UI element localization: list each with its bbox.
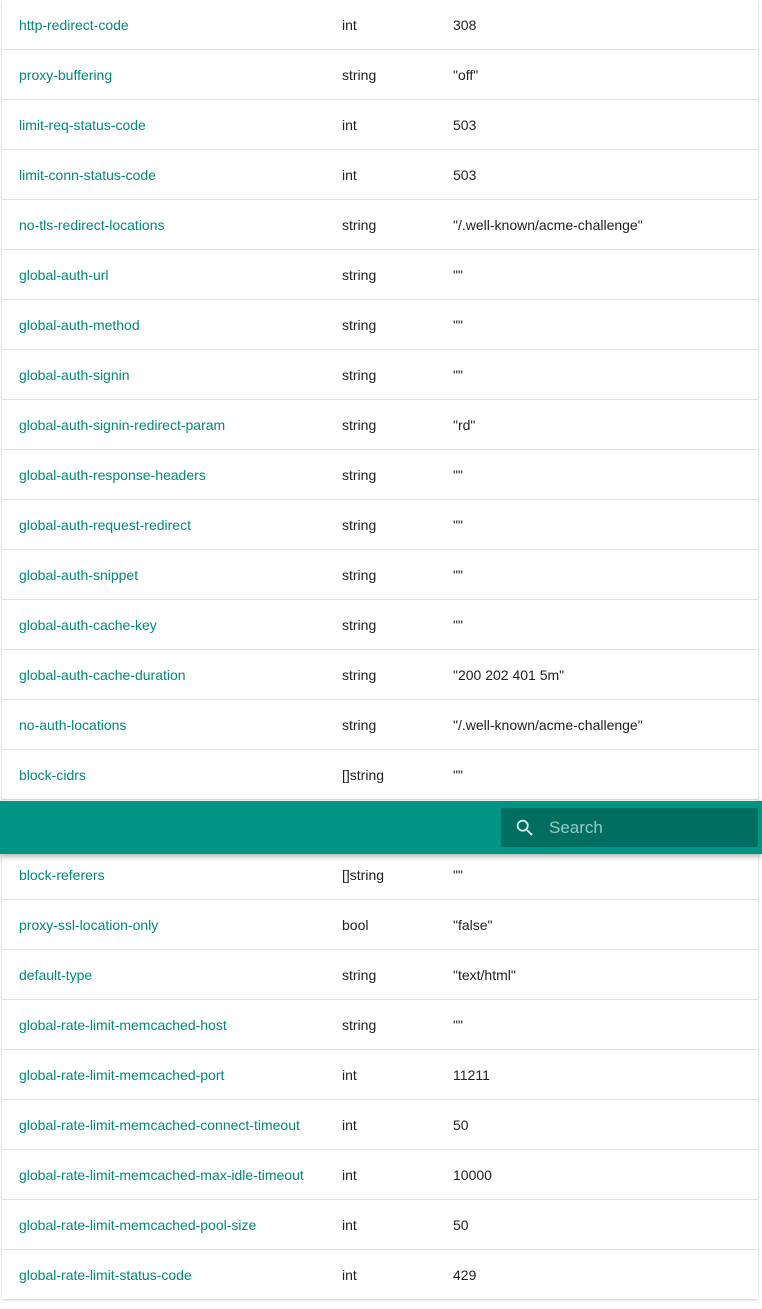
option-name-cell	[2, 450, 342, 500]
option-type: int	[342, 1200, 452, 1250]
option-type: string	[342, 550, 452, 600]
option-name-cell	[2, 750, 342, 800]
option-type: int	[342, 1150, 452, 1200]
option-name-link[interactable]: global-auth-url	[19, 266, 109, 283]
option-name-cell	[2, 950, 342, 1000]
table-row	[2, 900, 758, 950]
option-default: 50	[452, 1100, 758, 1150]
header-bar	[0, 801, 762, 854]
option-name-cell	[2, 1200, 342, 1250]
option-name-cell	[2, 0, 342, 50]
option-default: 11211	[452, 1050, 758, 1100]
option-name-link[interactable]: default-type	[19, 966, 93, 983]
table-row	[2, 100, 758, 150]
option-type: bool	[342, 900, 452, 950]
option-type: string	[342, 50, 452, 100]
option-name-link[interactable]: proxy-ssl-location-only	[19, 916, 159, 933]
option-name-link[interactable]: global-auth-cache-key	[19, 616, 157, 633]
option-type: string	[342, 200, 452, 250]
table-body	[2, 0, 758, 1299]
table-row	[2, 0, 758, 50]
option-default: "rd"	[452, 400, 758, 450]
option-name-cell	[2, 1250, 342, 1300]
option-name-link[interactable]: global-rate-limit-memcached-connect-timeout	[19, 1116, 300, 1133]
search-icon	[514, 817, 536, 839]
option-default: ""	[452, 600, 758, 650]
table-row	[2, 400, 758, 450]
table-row	[2, 150, 758, 200]
option-type: string	[342, 450, 452, 500]
option-default: ""	[452, 300, 758, 350]
option-name-link[interactable]: global-auth-signin-redirect-param	[19, 416, 226, 433]
table-row	[2, 1050, 758, 1100]
option-default: "text/html"	[452, 950, 758, 1000]
table-row	[2, 500, 758, 550]
option-name-link[interactable]: limit-req-status-code	[19, 116, 146, 133]
option-name-cell	[2, 900, 342, 950]
option-default: ""	[452, 350, 758, 400]
option-default: 308	[452, 0, 758, 50]
option-default: ""	[452, 1000, 758, 1050]
option-name-link[interactable]: no-auth-locations	[19, 716, 127, 733]
option-name-link[interactable]: global-auth-signin	[19, 366, 130, 383]
option-type: string	[342, 300, 452, 350]
option-name-link[interactable]: global-auth-response-headers	[19, 466, 206, 483]
option-name-link[interactable]: http-redirect-code	[19, 16, 129, 33]
option-type: string	[342, 650, 452, 700]
table-row	[2, 550, 758, 600]
option-name-link[interactable]: proxy-buffering	[19, 66, 113, 83]
option-type: int	[342, 1050, 452, 1100]
table-row	[2, 350, 758, 400]
table-row	[2, 600, 758, 650]
option-name-link[interactable]: global-auth-cache-duration	[19, 666, 186, 683]
table-row	[2, 700, 758, 750]
option-name-link[interactable]: global-rate-limit-memcached-port	[19, 1066, 225, 1083]
option-name-cell	[2, 300, 342, 350]
option-name-cell	[2, 250, 342, 300]
search-box[interactable]	[501, 808, 758, 847]
option-type: string	[342, 400, 452, 450]
option-name-cell	[2, 1050, 342, 1100]
option-name-link[interactable]: block-referers	[19, 866, 105, 883]
table-row	[2, 450, 758, 500]
table-row	[2, 950, 758, 1000]
option-default: ""	[452, 500, 758, 550]
table-row	[2, 50, 758, 100]
table-row	[2, 650, 758, 700]
option-type: int	[342, 150, 452, 200]
option-type: string	[342, 500, 452, 550]
option-type: string	[342, 600, 452, 650]
option-name-cell	[2, 500, 342, 550]
option-type: string	[342, 1000, 452, 1050]
option-name-link[interactable]: global-rate-limit-memcached-max-idle-timeout	[19, 1166, 304, 1183]
option-name-link[interactable]: no-tls-redirect-locations	[19, 216, 165, 233]
option-name-link[interactable]: block-cidrs	[19, 766, 86, 783]
table-row	[2, 750, 758, 800]
option-name-cell	[2, 1000, 342, 1050]
table-row	[2, 1100, 758, 1150]
option-default: ""	[452, 550, 758, 600]
option-type: string	[342, 350, 452, 400]
option-default: ""	[452, 750, 758, 800]
table-row	[2, 1150, 758, 1200]
option-name-link[interactable]: global-rate-limit-memcached-host	[19, 1016, 227, 1033]
option-default: "off"	[452, 50, 758, 100]
option-name-cell	[2, 50, 342, 100]
option-type: int	[342, 1266, 357, 1283]
option-default: 503	[452, 150, 758, 200]
option-name-link[interactable]: global-rate-limit-status-code	[19, 1266, 192, 1283]
option-type: string	[342, 700, 452, 750]
option-name-cell	[2, 850, 342, 900]
option-default: "/.well-known/acme-challenge"	[452, 700, 758, 750]
table-row	[2, 200, 758, 250]
option-name-link[interactable]: global-auth-method	[19, 316, 140, 333]
option-default: "200 202 401 5m"	[452, 650, 758, 700]
option-name-cell	[2, 400, 342, 450]
option-name-link[interactable]: global-auth-request-redirect	[19, 516, 191, 533]
option-default: "/.well-known/acme-challenge"	[452, 200, 758, 250]
option-type: int	[342, 0, 452, 50]
option-name-cell	[2, 200, 342, 250]
table-row	[2, 850, 758, 900]
option-name-link[interactable]: global-auth-snippet	[19, 566, 139, 583]
option-type: int	[342, 1100, 452, 1150]
option-name-cell	[2, 600, 342, 650]
option-name-cell	[2, 650, 342, 700]
option-type: int	[342, 100, 452, 150]
table-row	[2, 250, 758, 300]
option-type: []string	[342, 850, 452, 900]
table-row	[2, 1200, 758, 1250]
option-type: []string	[342, 750, 452, 800]
option-name-cell	[2, 550, 342, 600]
option-name-cell	[2, 150, 342, 200]
option-name-cell	[2, 350, 342, 400]
option-name-link[interactable]: global-rate-limit-memcached-pool-size	[19, 1216, 257, 1233]
table-row	[2, 1000, 758, 1050]
option-default: 429	[453, 1266, 477, 1283]
config-options-table	[2, 0, 758, 1299]
option-name-link[interactable]: limit-conn-status-code	[19, 166, 156, 183]
table-row	[2, 1250, 758, 1300]
option-name-cell	[2, 700, 342, 750]
option-name-cell	[2, 100, 342, 150]
option-default: ""	[452, 450, 758, 500]
table-row	[2, 300, 758, 350]
option-default: "false"	[452, 900, 758, 950]
option-default: 10000	[452, 1150, 758, 1200]
option-name-cell	[2, 1100, 342, 1150]
option-default: ""	[452, 850, 758, 900]
option-type: string	[342, 250, 452, 300]
option-default: 503	[452, 100, 758, 150]
option-name-cell	[2, 1150, 342, 1200]
search-input[interactable]	[549, 808, 749, 847]
option-type: string	[342, 950, 452, 1000]
option-default: 50	[452, 1200, 758, 1250]
option-default: ""	[452, 250, 758, 300]
